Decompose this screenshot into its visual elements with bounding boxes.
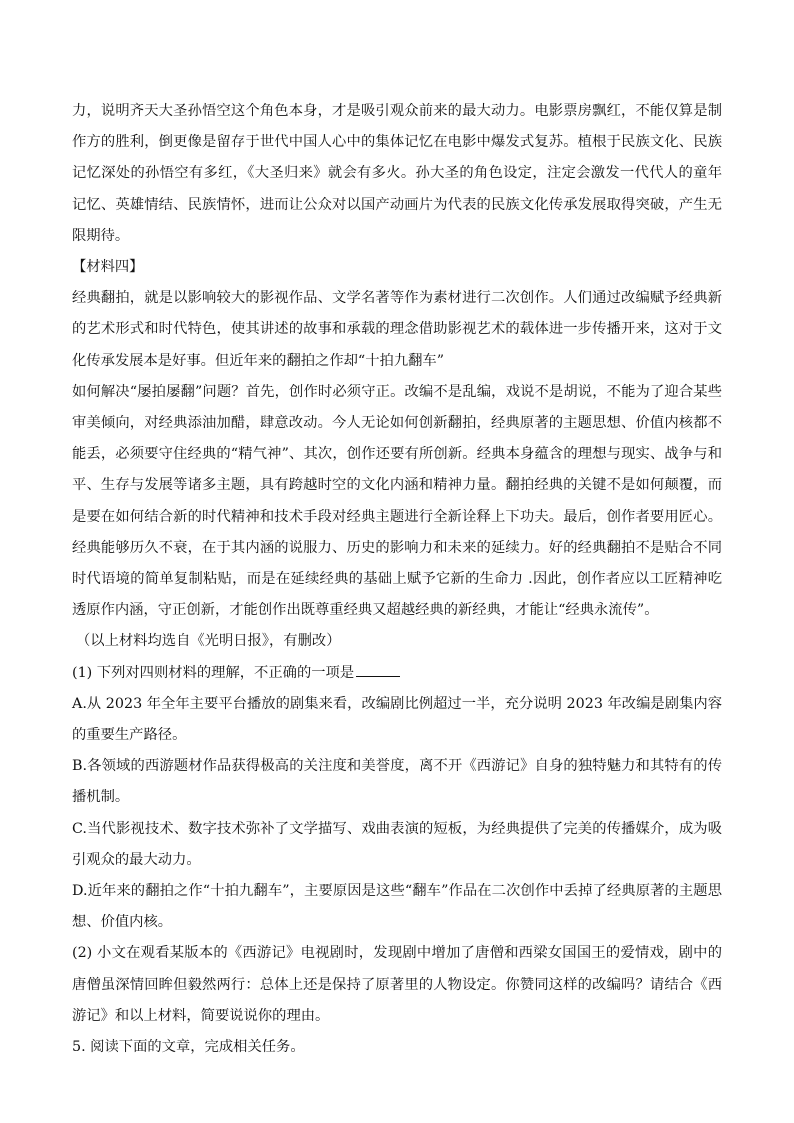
question-1-text: (1) 下列对四则材料的理解，不正确的一项是 xyxy=(72,664,355,681)
option-d: D.近年来的翻拍之作“十拍九翻车”，主要原因是这些“翻车”作品在二次创作中丢掉了经典原著的主题思想、价值内核。 xyxy=(72,883,722,931)
question-2: (2) 小文在观看某版本的《西游记》电视剧时，发现剧中增加了唐僧和西梁女国国王的爱情戏，剧中的唐僧虽深情回眸但毅然两行：总体上还是保持了原著里的人物设定。你赞同这样的改编吗？请结合《西游记》和以上材料，简要说说你的理由。 xyxy=(72,945,722,1024)
answer-blank[interactable] xyxy=(356,664,400,677)
option-c: C.当代影视技术、数字技术弥补了文学描写、戏曲表演的短板，为经典提供了完美的传播媒介，成为吸引观众的最大动力。 xyxy=(72,820,722,868)
source-note: （以上材料均选自《光明日报》，有删改） xyxy=(76,633,341,650)
question-1 xyxy=(72,658,722,689)
paragraph-material-four-1: 经典翻拍，就是以影响较大的影视作品、文学名著等作为素材进行二次创作。人们通过改编赋予经典新的艺术形式和时代特色，使其讲述的故事和承载的理念借助影视艺术的载体进一步传播开来，这对于文化传承发展本是好事。但近年来的翻拍之作却“十拍九翻车” xyxy=(72,290,722,369)
paragraph-intro: 力，说明齐天大圣孙悟空这个角色本身，才是吸引观众前来的最大动力。电影票房飘红，不能仅算是制作方的胜利，倒更像是留存于世代中国人心中的集体记忆在电影中爆发式复苏。植根于民族文化、民族记忆深处的孙悟空有多红，《大圣归来》就会有多火。孙大圣的角色设定，注定会激发一代代人的童年记忆、英雄情结、民族情怀，进而让公众对以国产动画片为代表的民族文化传承发展取得突破，产生无限期待。 xyxy=(72,103,722,244)
option-b: B.各领域的西游题材作品获得极高的关注度和美誉度，离不开《西游记》自身的独特魅力和其特有的传播机制。 xyxy=(72,758,722,806)
document-page xyxy=(72,96,722,1063)
material-four-heading: 【材料四】 xyxy=(72,259,144,276)
option-a: A.从 2023 年全年主要平台播放的剧集来看，改编剧比例超过一半，充分说明 2023 年改编是剧集内容的重要生产路径。 xyxy=(72,695,722,744)
paragraph-material-four-2: 如何解决“屡拍屡翻”问题？首先，创作时必须守正。改编不是乱编，戏说不是胡说，不能为了迎合某些审美倾向，对经典添油加醋，肆意改动。今人无论如何创新翻拍，经典原著的主题思想、价值内核都不能丢，必须要守住经典的“精气神”、其次，创作还要有所创新。经典本身蕴含的理想与现实、战争与和平、生存与发展等诸多主题，具有跨越时空的文化内涵和精神力量。翻拍经典的关键不是如何颠覆，而是要在如何结合新的时代精神和技术手段对经典主题进行全新诠释上下功夫。最后，创作者要用匠心。经典能够历久不衰，在于其内涵的说服力、历史的影响力和未来的延续力。好的经典翻拍不是贴合不同时代语境的简单复制粘贴，而是在延续经典的基础上赋予它新的生命力 .因此，创作者应以工匠精神吃透原作内涵，守正创新，才能创作出既尊重经典又超越经典的新经典，才能让“经典永流传”。 xyxy=(72,383,722,619)
question-5-intro: 5. 阅读下面的文章，完成相关任务。 xyxy=(72,1039,305,1056)
